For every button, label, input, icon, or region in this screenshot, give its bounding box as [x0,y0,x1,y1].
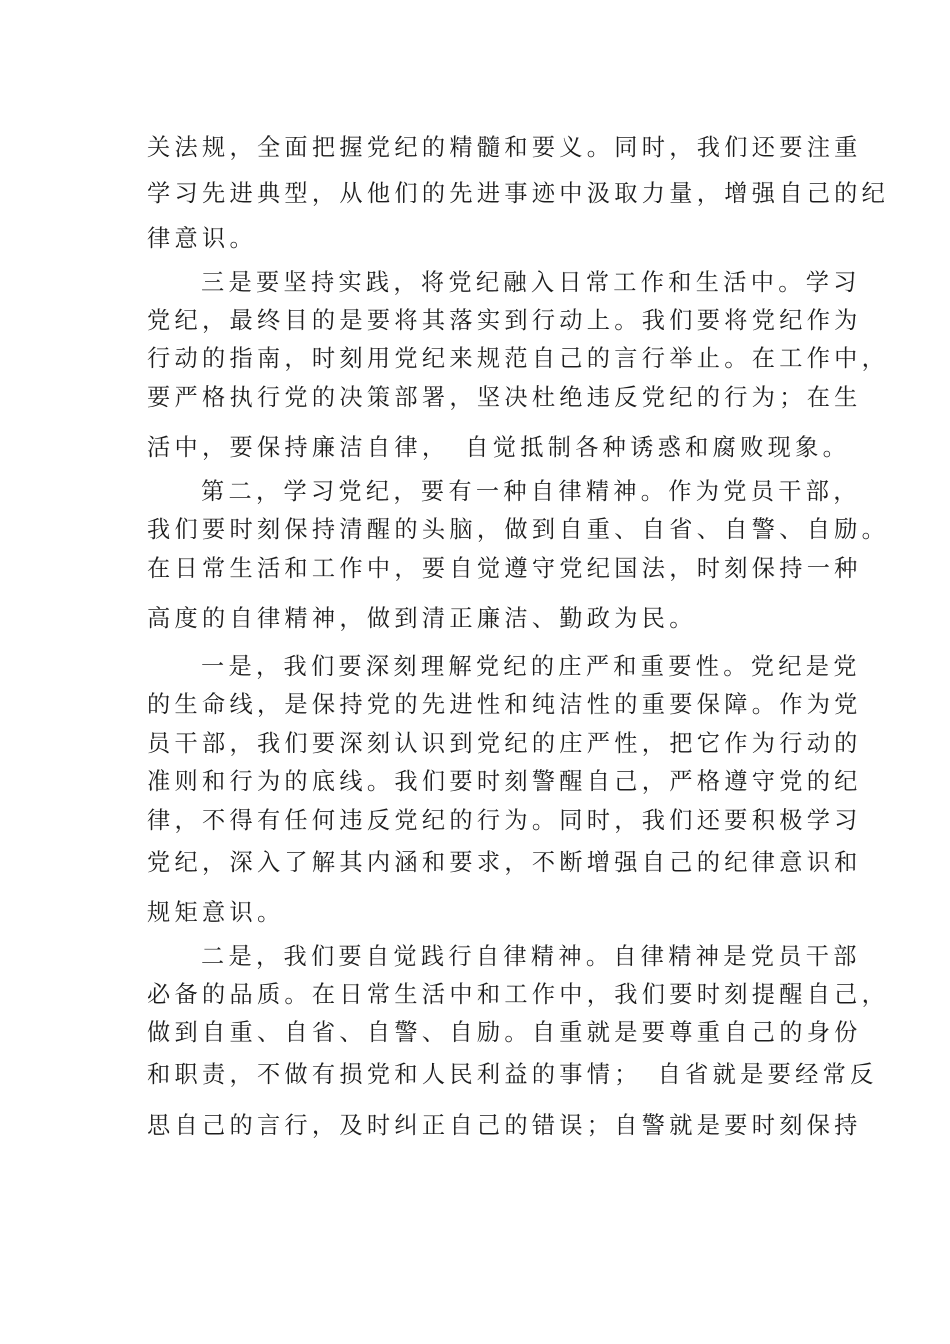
text-line: 高度的自律精神，做到清正廉洁、勤政为民。 [147,605,697,632]
text-line: 党纪，深入了解其内涵和要求，不断增强自己的纪律意识和 [147,849,862,876]
text-line: 思自己的言行，及时纠正自己的错误；自警就是要时刻保持 [147,1112,862,1139]
text-line: 律，不得有任何违反党纪的行为。同时，我们还要积极学习 [147,807,862,834]
text-line: 必备的品质。在日常生活中和工作中，我们要时刻提醒自己， [147,981,890,1008]
text-line: 规矩意识。 [147,899,285,926]
text-line: 在日常生活和工作中，要自觉遵守党纪国法，时刻保持一种 [147,555,862,582]
paragraph-first-line: 一是，我们要深刻理解党纪的庄严和重要性。党纪是党 [201,653,861,680]
text-line: 和职责，不做有损党和人民利益的事情； 自省就是要经常反 [147,1061,878,1088]
text-line: 我们要时刻保持清醒的头脑，做到自重、自省、自警、自励。 [147,516,890,543]
text-line: 要严格执行党的决策部署，坚决杜绝违反党纪的行为；在生 [147,384,862,411]
text-line: 关法规，全面把握党纪的精髓和要义。同时，我们还要注重 [147,134,862,161]
text-line: 做到自重、自省、自警、自励。自重就是要尊重自己的身份 [147,1019,862,1046]
text-line: 的生命线，是保持党的先进性和纯洁性的重要保障。作为党 [147,691,862,718]
paragraph-first-line: 第二，学习党纪，要有一种自律精神。作为党员干部， [201,478,861,505]
text-line: 学习先进典型，从他们的先进事迹中汲取力量，增强自己的纪 [147,180,890,207]
text-line: 活中，要保持廉洁自律， 自觉抵制各种诱惑和腐败现象。 [147,434,851,461]
paragraph-first-line: 三是要坚持实践，将党纪融入日常工作和生活中。学习 [201,269,861,296]
text-line: 员干部，我们要深刻认识到党纪的庄严性，把它作为行动的 [147,730,862,757]
text-line: 准则和行为的底线。我们要时刻警醒自己，严格遵守党的纪 [147,768,862,795]
text-line: 行动的指南，时刻用党纪来规范自己的言行举止。在工作中， [147,345,890,372]
paragraph-first-line: 二是，我们要自觉践行自律精神。自律精神是党员干部 [201,943,861,970]
text-line: 律意识。 [147,225,257,252]
text-line: 党纪，最终目的是要将其落实到行动上。我们要将党纪作为 [147,307,862,334]
